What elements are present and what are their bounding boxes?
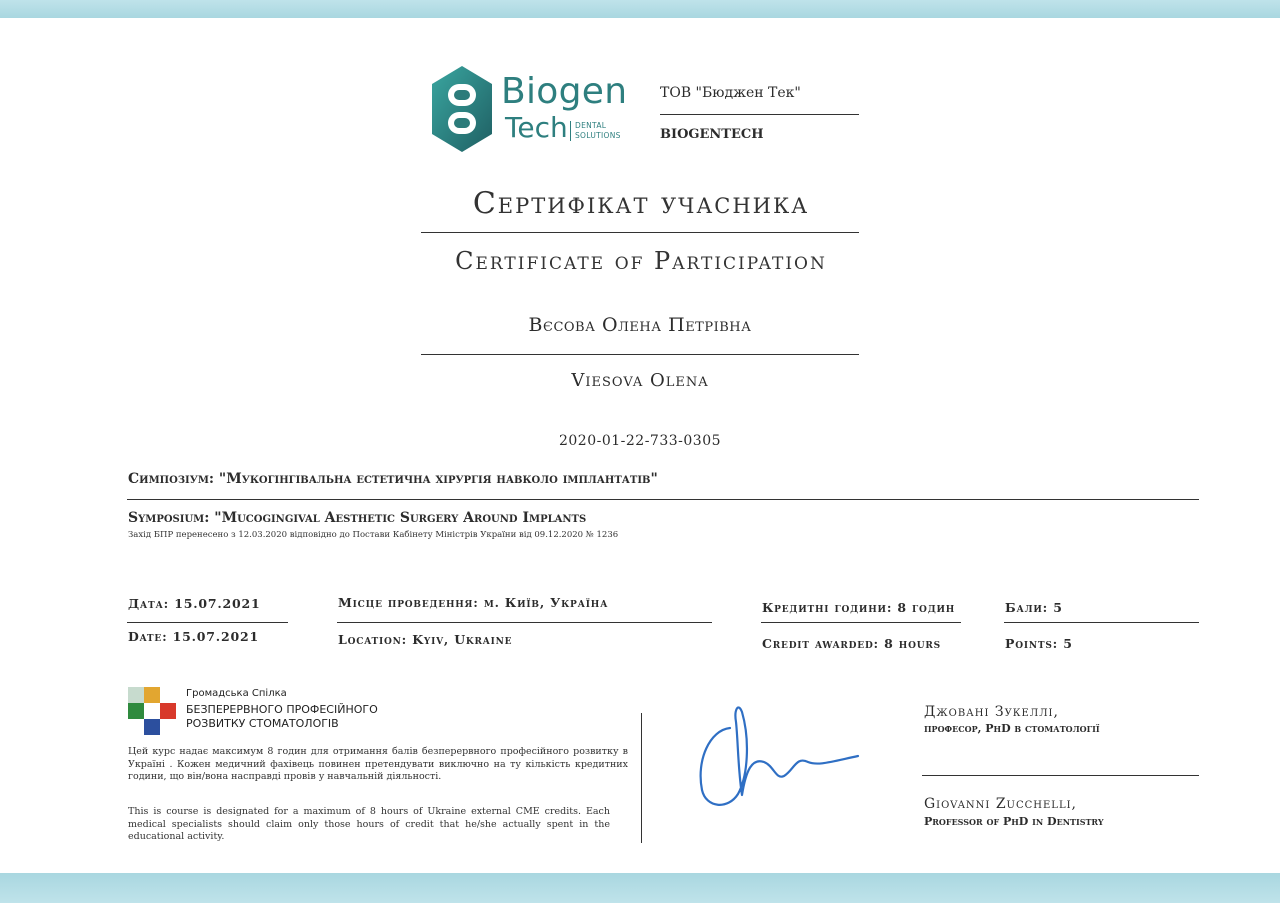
symposium-divider — [127, 499, 1199, 500]
org-name-line1: БЕЗПЕРЕРВНОГО ПРОФЕСІЙНОГО — [186, 703, 378, 716]
symposium-title-ua: Симпозіум: "Мукогінгівальна естетична хірургія навколо імплантатів" — [128, 471, 658, 487]
logo-word-biogen: Biogen — [501, 71, 628, 112]
signer-name-en: Giovanni Zucchelli, — [924, 796, 1077, 812]
points-en: Points: 5 — [1005, 636, 1073, 651]
symposium-note: Захід БПР перенесено з 12.03.2020 відповідно до Постави Кабінету Міністрів України від 09.12.2020 № 1236 — [128, 530, 619, 540]
signer-title-ua: професор, PhD в стоматології — [924, 722, 1100, 735]
company-name-en: BIOGENTECH — [660, 127, 764, 142]
points-divider — [1004, 622, 1199, 623]
signer-name-ua: Джовані Зукеллі, — [924, 704, 1059, 720]
bottom-border-band — [0, 873, 1280, 903]
participant-name-ua: Вєсова Олена Петрівна — [528, 314, 752, 336]
org-name-line2: РОЗВИТКУ СТОМАТОЛОГІВ — [186, 717, 339, 730]
certificate-number: 2020-01-22-733-0305 — [558, 433, 722, 449]
org-label-small: Громадська Спілка — [186, 688, 287, 699]
signature-divider — [922, 775, 1199, 776]
signer-title-en: Professor of PhD in Dentistry — [924, 815, 1104, 828]
certificate-title-ua: Сертифікат учасника — [472, 186, 810, 221]
certificate-title-en: Certificate of Participation — [455, 247, 827, 275]
cpd-union-logo-icon — [128, 687, 176, 735]
name-divider — [421, 354, 859, 355]
date-ua: Дата: 15.07.2021 — [128, 596, 261, 611]
title-divider — [421, 232, 859, 233]
logo-subtitle-line2: SOLUTIONS — [575, 131, 621, 140]
cpd-note-ua: Цей курс надає максимум 8 годин для отримання балів безперервного професійного розвитку в Україні . Кожен медичний фахівець повинен претендувати виключно на ту кількість кредитних години, що він/вона насправді провів у навчальній діяльності. — [128, 746, 628, 782]
credit-hours-ua: Кредитні години: 8 годин — [762, 600, 956, 615]
points-ua: Бали: 5 — [1005, 600, 1063, 615]
cpd-note-en: This is course is designated for a maximum of 8 hours of Ukraine external CME credits. Each medical specialists should claim only those hours of credit that he/she actually spent in the educational activity. — [128, 806, 610, 842]
date-en: Date: 15.07.2021 — [128, 629, 259, 644]
org-name — [186, 703, 378, 731]
logo-word-tech: Tech — [505, 111, 568, 144]
company-name-ua: ТОВ "Бюджен Тек" — [660, 85, 801, 101]
participant-name-en: Viesova Olena — [571, 370, 709, 391]
logo-subtitle — [570, 121, 621, 141]
logo-subtitle-line1: DENTAL — [575, 121, 607, 130]
credit-hours-en: Credit awarded: 8 hours — [762, 636, 941, 651]
date-divider — [127, 622, 288, 623]
biogen-logo-icon — [430, 64, 494, 154]
symposium-title-en: Symposium: "Mucogingival Aesthetic Surgery Around Implants — [128, 510, 587, 526]
top-border-band — [0, 0, 1280, 18]
company-divider — [660, 114, 859, 115]
vertical-divider — [641, 713, 642, 843]
credits-divider — [761, 622, 961, 623]
location-en: Location: Kyiv, Ukraine — [338, 632, 513, 647]
location-divider — [337, 622, 712, 623]
location-ua: Місце проведення: м. Київ, Україна — [338, 595, 609, 610]
signature-image — [690, 700, 870, 815]
